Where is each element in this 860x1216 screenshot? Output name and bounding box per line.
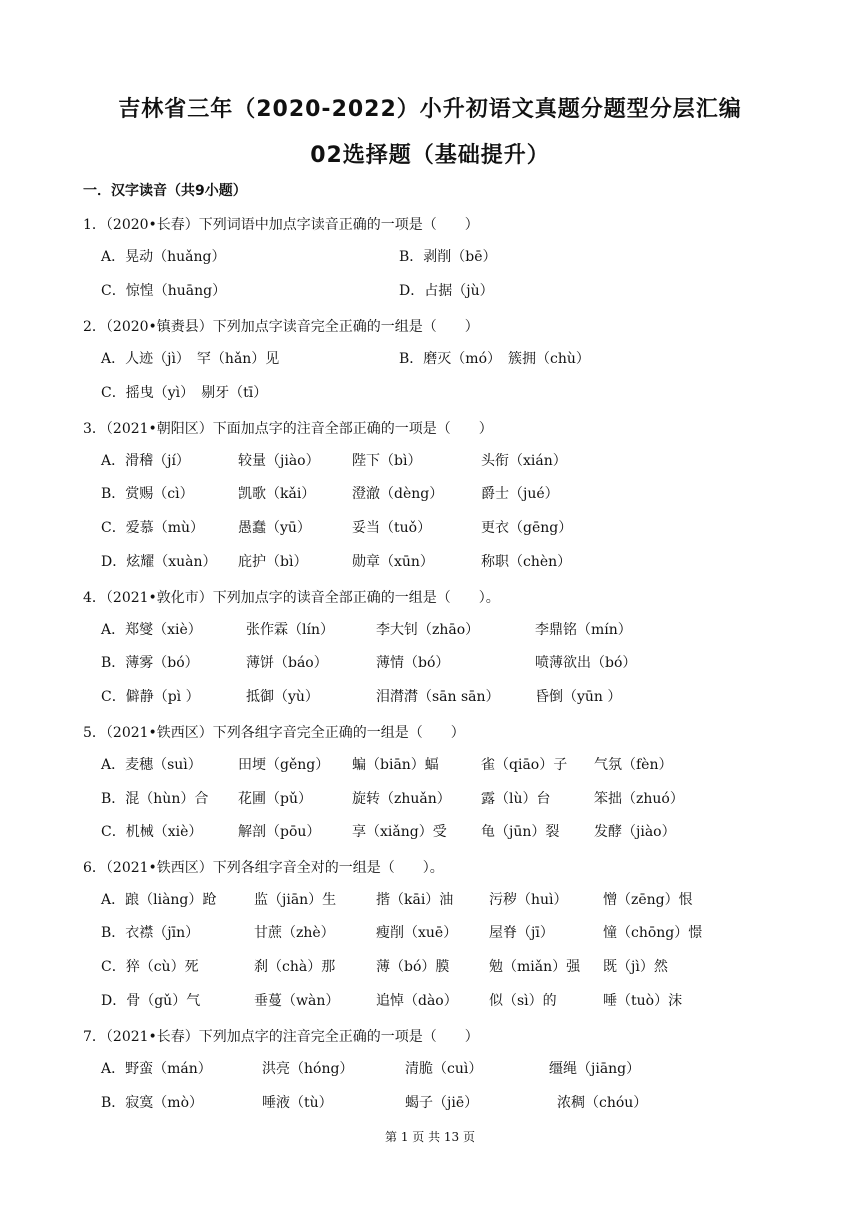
q3-c-word: 愚蠢（yū） bbox=[238, 520, 311, 536]
q2-option-b: B．磨灭（mó） 簇拥（chù） bbox=[399, 351, 590, 367]
q6-a-word: 憎（zēng）恨 bbox=[603, 892, 693, 908]
q5-b-word: 旋转（zhuǎn） bbox=[352, 791, 451, 807]
q5-option-a: A．麦穗（suì） bbox=[101, 757, 202, 773]
q4-c-word: 抵御（yù） bbox=[246, 689, 319, 705]
q5-c-word: 龟（jūn）裂 bbox=[481, 824, 560, 840]
q7-b-word: 唾液（tù） bbox=[262, 1095, 333, 1111]
q7-option-a: A．野蛮（mán） bbox=[101, 1061, 212, 1077]
q6-d-word: 似（sì）的 bbox=[489, 993, 557, 1009]
q5-a-word: 田埂（gěng） bbox=[238, 757, 330, 773]
q1-option-b: B．剥削（bē） bbox=[399, 249, 497, 265]
q6-option-b: B．衣襟（jīn） bbox=[101, 925, 200, 941]
q6-c-word: 薄（bó）膜 bbox=[376, 959, 450, 975]
q3-a-word: 头衔（xián） bbox=[481, 453, 567, 469]
q6-b-word: 瘦削（xuē） bbox=[376, 925, 458, 941]
q3-option-b: B．赏赐（cì） bbox=[101, 486, 194, 502]
q1-option-a: A．晃动（huǎng） bbox=[101, 249, 226, 265]
q3-b-word: 澄澈（dèng） bbox=[352, 486, 444, 502]
question-7-stem: 7．（2021•长春）下列加点字的注音完全正确的一项是（ ） bbox=[83, 1029, 479, 1045]
q3-c-word: 妥当（tuǒ） bbox=[352, 520, 432, 536]
question-2-stem: 2．（2020•镇赉县）下列加点字读音完全正确的一组是（ ） bbox=[83, 319, 479, 335]
question-5-stem: 5．（2021•铁西区）下列各组字音完全正确的一组是（ ） bbox=[83, 725, 465, 741]
question-4-stem: 4．（2021•敦化市）下列加点字的读音全部正确的一组是（ ）。 bbox=[83, 590, 500, 606]
q4-c-word: 昏倒（yūn ） bbox=[535, 689, 622, 705]
q6-c-word: 既（jì）然 bbox=[603, 959, 668, 975]
q5-a-word: 蝙（biān）蝠 bbox=[352, 757, 439, 773]
section-heading: 一．汉字读音（共9小题） bbox=[83, 183, 247, 199]
question-3-stem: 3．（2021•朝阳区）下面加点字的注音全部正确的一项是（ ） bbox=[83, 421, 493, 437]
q2-option-c: C．摇曳（yì） 剔牙（tī） bbox=[101, 385, 268, 401]
q6-option-d: D．骨（gǔ）气 bbox=[101, 993, 201, 1009]
q6-option-c: C．猝（cù）死 bbox=[101, 959, 199, 975]
q3-a-word: 陛下（bì） bbox=[352, 453, 422, 469]
q5-b-word: 露（lù）台 bbox=[481, 791, 551, 807]
q6-b-word: 屋脊（jī） bbox=[489, 925, 554, 941]
q3-option-c: C．爱慕（mù） bbox=[101, 520, 205, 536]
q4-a-word: 李鼎铭（mín） bbox=[535, 622, 632, 638]
q4-a-word: 张作霖（lín） bbox=[246, 622, 334, 638]
q3-a-word: 较量（jiào） bbox=[238, 453, 320, 469]
q6-d-word: 垂蔓（wàn） bbox=[254, 993, 340, 1009]
q3-b-word: 凯歌（kǎi） bbox=[238, 486, 316, 502]
q6-c-word: 勉（miǎn）强 bbox=[489, 959, 581, 975]
q6-d-word: 唾（tuò）沫 bbox=[603, 993, 683, 1009]
q6-option-a: A．踉（liàng）跄 bbox=[101, 892, 217, 908]
q3-option-d: D．炫耀（xuàn） bbox=[101, 554, 217, 570]
q4-option-b: B．薄雾（bó） bbox=[101, 655, 199, 671]
q6-b-word: 憧（chōng）憬 bbox=[603, 925, 703, 941]
q3-b-word: 爵士（jué） bbox=[481, 486, 559, 502]
q4-b-word: 薄情（bó） bbox=[376, 655, 450, 671]
document-subtitle: 02选择题（基础提升） bbox=[310, 143, 550, 168]
q5-option-b: B．混（hùn）合 bbox=[101, 791, 209, 807]
q7-b-word: 蝎子（jiē） bbox=[405, 1095, 479, 1111]
q4-c-word: 泪潸潸（sān sān） bbox=[376, 689, 500, 705]
q5-b-word: 笨拙（zhuó） bbox=[594, 791, 684, 807]
document-title: 吉林省三年（2020-2022）小升初语文真题分题型分层汇编 bbox=[118, 97, 742, 122]
q6-b-word: 甘蔗（zhè） bbox=[254, 925, 335, 941]
q5-a-word: 气氛（fèn） bbox=[594, 757, 673, 773]
q7-a-word: 缰绳（jiāng） bbox=[549, 1061, 641, 1077]
question-1-stem: 1．（2020•长春）下列词语中加点字读音正确的一项是（ ） bbox=[83, 217, 479, 233]
q6-a-word: 揩（kāi）油 bbox=[376, 892, 454, 908]
q5-c-word: 解剖（pōu） bbox=[238, 824, 321, 840]
question-6-stem: 6．（2021•铁西区）下列各组字音全对的一组是（ ）。 bbox=[83, 860, 444, 876]
q6-a-word: 污秽（huì） bbox=[489, 892, 568, 908]
q3-d-word: 庇护（bì） bbox=[238, 554, 308, 570]
q5-option-c: C．机械（xiè） bbox=[101, 824, 203, 840]
q4-option-a: A．郑燮（xiè） bbox=[101, 622, 202, 638]
q3-d-word: 勋章（xūn） bbox=[352, 554, 434, 570]
q1-option-d: D．占据（jù） bbox=[399, 283, 494, 299]
q3-option-a: A．滑稽（jí） bbox=[101, 453, 190, 469]
q3-d-word: 称职（chèn） bbox=[481, 554, 572, 570]
q5-a-word: 雀（qiāo）子 bbox=[481, 757, 568, 773]
q5-c-word: 享（xiǎng）受 bbox=[352, 824, 447, 840]
q4-option-c: C．僻静（pì ） bbox=[101, 689, 200, 705]
q7-option-b: B．寂寞（mò） bbox=[101, 1095, 203, 1111]
q6-c-word: 刹（chà）那 bbox=[254, 959, 336, 975]
q5-b-word: 花圃（pǔ） bbox=[238, 791, 312, 807]
q7-a-word: 洪亮（hóng） bbox=[262, 1061, 354, 1077]
q2-option-a: A．人迹（jì） 罕（hǎn）见 bbox=[101, 351, 280, 367]
q4-b-word: 薄饼（báo） bbox=[246, 655, 328, 671]
q4-b-word: 喷薄欲出（bó） bbox=[535, 655, 637, 671]
q4-a-word: 李大钊（zhāo） bbox=[376, 622, 480, 638]
q6-a-word: 监（jiān）生 bbox=[254, 892, 337, 908]
q6-d-word: 追悼（dào） bbox=[376, 993, 458, 1009]
page-footer: 第 1 页 共 13 页 bbox=[385, 1130, 475, 1144]
q3-c-word: 更衣（gēng） bbox=[481, 520, 573, 536]
q7-b-word: 浓稠（chóu） bbox=[557, 1095, 648, 1111]
q1-option-c: C．惊惶（huāng） bbox=[101, 283, 227, 299]
q7-a-word: 清脆（cuì） bbox=[405, 1061, 483, 1077]
q5-c-word: 发酵（jiào） bbox=[594, 824, 676, 840]
